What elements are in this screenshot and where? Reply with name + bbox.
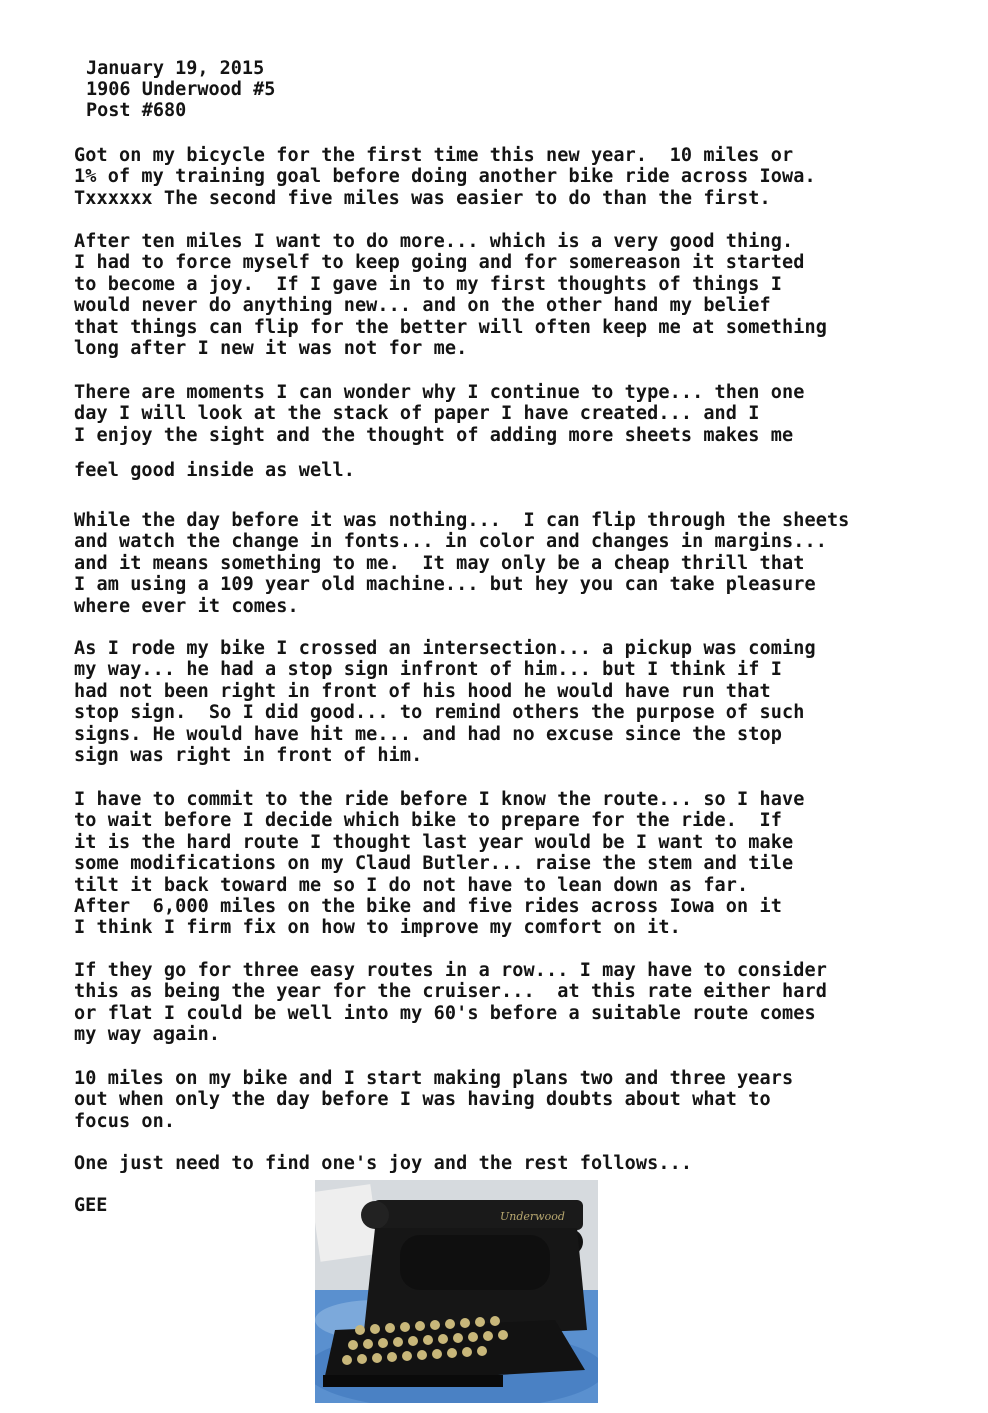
text-line: or flat I could be well into my 60's before a suitable route comes bbox=[74, 1002, 816, 1024]
paragraph-4 bbox=[74, 460, 974, 481]
paragraph-10 bbox=[74, 1153, 974, 1174]
letter-header bbox=[86, 58, 275, 121]
text-line: signs. He would have hit me... and had no excuse since the stop bbox=[74, 723, 782, 745]
paragraph-1 bbox=[74, 145, 974, 209]
text-line: feel good inside as well. bbox=[74, 460, 355, 481]
text-line: stop sign. So I did good... to remind others the purpose of such bbox=[74, 702, 805, 724]
text-line: 10 miles on my bike and I start making plans two and three years bbox=[74, 1068, 794, 1089]
text-line: this as being the year for the cruiser... at this rate either hard bbox=[74, 981, 827, 1003]
text-line: had not been right in front of his hood he would have run that bbox=[74, 680, 771, 702]
text-line: If they go for three easy routes in a row... I may have to consider bbox=[74, 960, 827, 981]
text-line: Txxxxxx The second five miles was easier to do than the first. bbox=[74, 187, 771, 209]
text-line: I had to force myself to keep going and for somereason it started bbox=[74, 252, 805, 274]
text-line: where ever it comes. bbox=[74, 595, 299, 617]
typewriter-icon bbox=[315, 1180, 598, 1403]
text-line: long after I new it was not for me. bbox=[74, 338, 468, 360]
paragraph-2 bbox=[74, 231, 974, 359]
text-line: After 6,000 miles on the bike and five rides across Iowa on it bbox=[74, 896, 782, 918]
text-line: One just need to find one's joy and the rest follows... bbox=[74, 1153, 693, 1174]
text-line: focus on. bbox=[74, 1110, 176, 1132]
text-line: There are moments I can wonder why I continue to type... then one bbox=[74, 382, 805, 403]
text-line: While the day before it was nothing... I can flip through the sheets bbox=[74, 510, 850, 531]
text-line: I have to commit to the ride before I know the route... so I have bbox=[74, 789, 805, 810]
text-line: it is the hard route I thought last year would be I want to make bbox=[74, 831, 794, 853]
text-line: would never do anything new... and on the other hand my belief bbox=[74, 295, 771, 317]
text-line: As I rode my bike I crossed an intersection... a pickup was coming bbox=[74, 638, 816, 659]
typewriter-model: 1906 Underwood #5 bbox=[86, 79, 276, 100]
text-line: my way again. bbox=[74, 1024, 221, 1046]
text-line: I think I firm fix on how to improve my comfort on it. bbox=[74, 917, 681, 939]
text-line: After ten miles I want to do more... which is a very good thing. bbox=[74, 231, 794, 252]
paragraph-5 bbox=[74, 510, 974, 617]
letter-date: January 19, 2015 bbox=[86, 58, 265, 79]
paragraph-8 bbox=[74, 960, 974, 1046]
typewriter-photo bbox=[315, 1180, 598, 1403]
paragraph-9 bbox=[74, 1068, 974, 1132]
paragraph-3 bbox=[74, 382, 974, 446]
post-number: Post #680 bbox=[86, 100, 187, 121]
text-line: to wait before I decide which bike to prepare for the ride. If bbox=[74, 810, 782, 832]
paragraph-7 bbox=[74, 789, 974, 939]
signature-initials: GEE bbox=[74, 1195, 108, 1216]
text-line: day I will look at the stack of paper I have created... and I bbox=[74, 403, 760, 425]
text-line: I enjoy the sight and the thought of adding more sheets makes me bbox=[74, 424, 794, 446]
text-line: that things can flip for the better will often keep me at something bbox=[74, 316, 827, 338]
text-line: sign was right in front of him. bbox=[74, 745, 423, 767]
text-line: out when only the day before I was having doubts about what to bbox=[74, 1089, 771, 1111]
text-line: tilt it back toward me so I do not have to lean down as far. bbox=[74, 874, 749, 896]
text-line: 1% of my training goal before doing another bike ride across Iowa. bbox=[74, 166, 816, 188]
text-line: my way... he had a stop sign infront of him... but I think if I bbox=[74, 659, 782, 681]
text-line: and watch the change in fonts... in color and changes in margins... bbox=[74, 531, 827, 553]
text-line: some modifications on my Claud Butler... raise the stem and tile bbox=[74, 853, 794, 875]
brand-label: Underwood bbox=[500, 1210, 565, 1223]
text-line: Got on my bicycle for the first time this new year. 10 miles or bbox=[74, 145, 794, 166]
paragraph-6 bbox=[74, 638, 974, 766]
text-line: to become a joy. If I gave in to my first thoughts of things I bbox=[74, 273, 782, 295]
text-line: and it means something to me. It may only be a cheap thrill that bbox=[74, 552, 805, 574]
text-line: I am using a 109 year old machine... but hey you can take pleasure bbox=[74, 574, 816, 596]
